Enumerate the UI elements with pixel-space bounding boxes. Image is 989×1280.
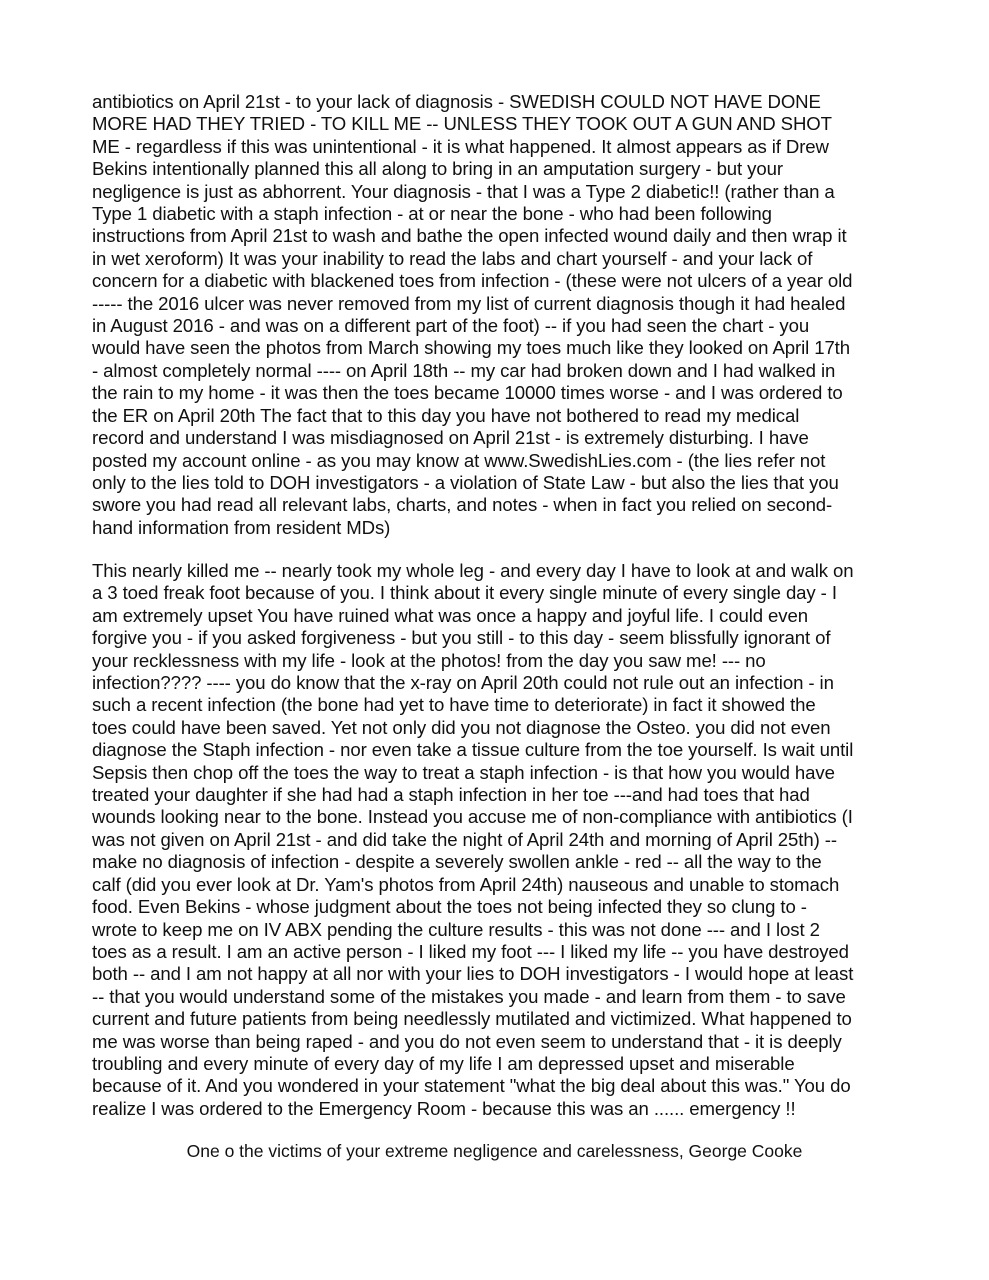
body-paragraph-2: This nearly killed me -- nearly took my whole leg - and every day I have to look at and walk on a 3 toed freak foot because of you. I think about it every single minute of every single day - I am extremely upset You have ruined what was once a happy and joyful life. I could even forgive you - if you asked forgiveness - but you still - to this day - seem blissfully ignorant of your recklessness with my life - look at the photos! from the day you saw me! --- no infection???? ---- you do know that the x-ray on April 20th could not rule out an infection - in such a recent infection (the bone had yet to have time to deteriorate) in fact it showed the toes could have been saved. Yet not only did you not diagnose the Osteo. you did not even diagnose the Staph infection - nor even take a tissue culture from the toe yourself. Is wait until Sepsis then chop off the toes the way to treat a staph infection - is that how you would have treated your daughter if she had had a staph infection in her toe ---and had toes that had wounds looking near to the bone. Instead you accuse me of non-compliance with antibiotics (I was not given on April 21st - and did take the night of April 24th and morning of April 25th) -- make no diagnosis of infection - despite a severely swollen ankle - red -- all the way to the calf (did you ever look at Dr. Yam's photos from April 24th) nauseous and unable to stomach food. Even Bekins - whose judgment about the toes not being infected they so clung to - wrote to keep me on IV ABX pending the culture results - this was not done --- and I lost 2 toes as a result. I am an active person - I liked my foot --- I liked my life -- you have destroyed both -- and I am not happy at all nor with your lies to DOH investigators - I would hope at least -- that you would understand some of the mistakes you made - and learn from them - to save current and future patients from being needlessly mutilated and victimized. What happened to me was worse than being raped - and you do not even seem to understand that - it is deeply troubling and every minute of every day of my life I am depressed upset and miserable because of it. And you wondered in your statement "what the big deal about this was." You do realize I was ordered to the Emergency Room - because this was an ...... emergency !! (92, 560, 854, 1119)
signature-line: One o the victims of your extreme negligence and carelessness, George Cooke (186, 1141, 803, 1161)
body-paragraph-1: antibiotics on April 21st - to your lack of diagnosis - SWEDISH COULD NOT HAVE DONE MORE HAD THEY TRIED - TO KILL ME -- UNLESS THEY TOOK OUT A GUN AND SHOT ME - regardless if this was unintentional - it is what happened. It almost appears as if Drew Bekins intentionally planned this all along to bring in an amputation surgery - but your negligence is just as abhorrent. Your diagnosis - that I was a Type 2 diabetic!! (rather than a Type 1 diabetic with a staph infection - at or near the bone - who had been following instructions from April 21st to wash and bathe the open infected wound daily and then wrap it in wet xeroform) It was your inability to read the labs and chart yourself - and your lack of concern for a diabetic with blackened toes from infection - (these were not ulcers of a year old ----- the 2016 ulcer was never removed from my list of current diagnosis though it had healed in August 2016 - and was on a different part of the foot) -- if you had seen the chart - you would have seen the photos from March showing my toes much like they looked on April 17th - almost completely normal ---- on April 18th -- my car had broken down and I had walked in the rain to my home - it was then the toes became 10000 times worse - and I was ordered to the ER on April 20th The fact that to this day you have not bothered to read my medical record and understand I was misdiagnosed on April 21st - is extremely disturbing. I have posted my account online - as you may know at www.SwedishLies.com - (the lies refer not only to the lies told to DOH investigators - a violation of State Law - but also the lies that you swore you had read all relevant labs, charts, and notes - when in fact you relied on second- hand information from resident MDs) (92, 91, 853, 538)
